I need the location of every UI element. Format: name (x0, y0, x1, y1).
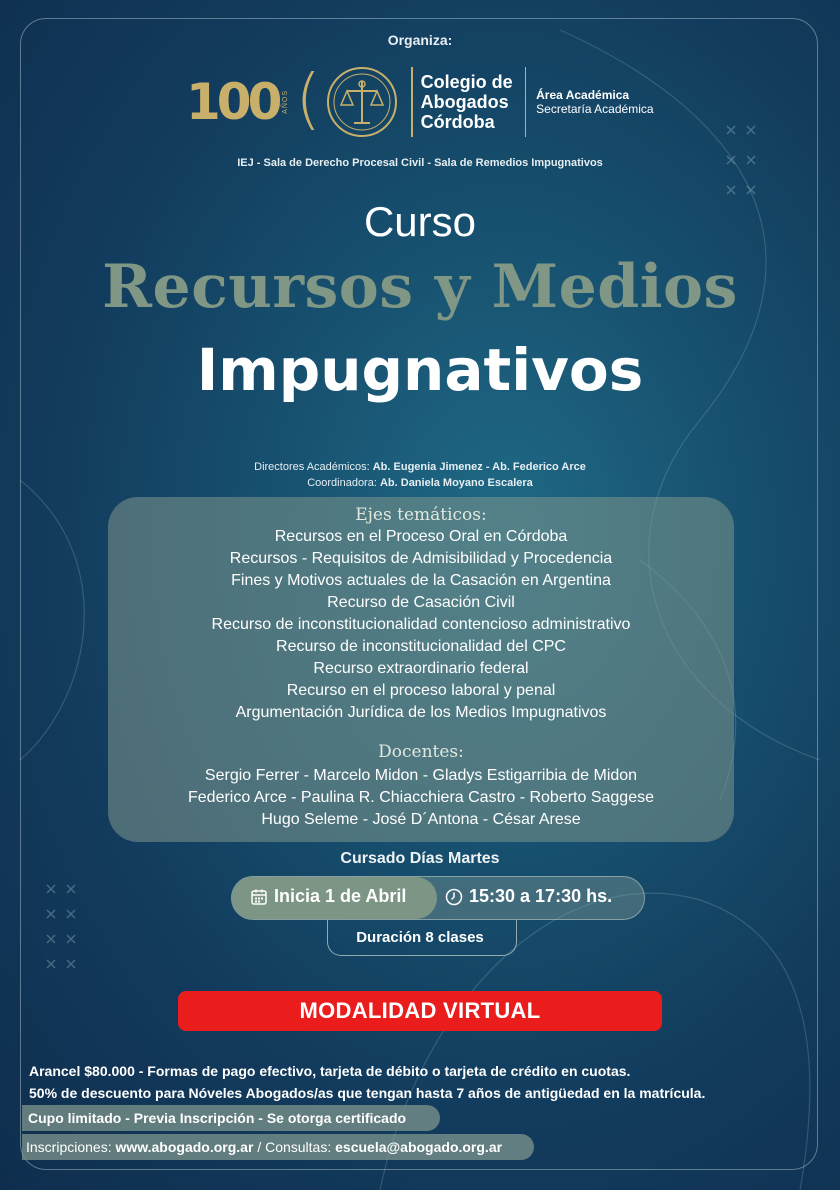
calendar-icon (250, 888, 268, 906)
staff-block (0, 459, 840, 491)
topic-item: Recurso de inconstitucionalidad del CPC (276, 638, 566, 655)
content-panel (108, 497, 734, 842)
topic-item: Recursos - Requisitos de Admisibilidad y Procedencia (229, 550, 613, 567)
college-name (421, 72, 513, 132)
organiza-label: Organiza: (387, 32, 453, 48)
coordinator-label: Coordinadora: (307, 477, 377, 489)
duration-text: Duración 8 clases (356, 929, 484, 946)
area-sub: Secretaría Académica (536, 102, 654, 116)
schedule-days: Cursado Días Martes (340, 850, 500, 867)
fee-text: Arancel $80.000 - Formas de pago efectivo, tarjeta de débito o tarjeta de crédito en cuotas. (29, 1063, 631, 1079)
topic-item: Recurso en el proceso laboral y penal (286, 682, 556, 699)
scales-seal-icon (325, 65, 399, 139)
start-date-text: Inicia 1 de Abril (274, 886, 407, 906)
teachers-line: Sergio Ferrer - Marcelo Midon - Gladys Estigarribia de Midon (204, 767, 638, 784)
directors-label: Directores Académicos: (254, 461, 370, 473)
bracket-ornament: ( (295, 60, 322, 137)
anniversary-number: 100 (186, 73, 279, 131)
class-time (445, 886, 612, 907)
contact-label: / Consultas: (257, 1139, 332, 1155)
topic-item: Argumentación Jurídica de los Medios Impugnativos (235, 704, 607, 721)
teachers-line: Federico Arce - Paulina R. Chiacchiera Castro - Roberto Saggese (188, 789, 654, 806)
directors-names: Ab. Eugenia Jimenez - Ab. Federico Arce (372, 461, 586, 473)
topic-item: Fines y Motivos actuales de la Casación en Argentina (231, 572, 611, 589)
course-title-line-2: Impugnativos (196, 336, 644, 404)
area-title: Área Académica (536, 88, 630, 102)
college-line-3: Córdoba (420, 112, 495, 132)
coordinator-name: Ab. Daniela Moyano Escalera (379, 477, 533, 489)
logo-divider-2 (525, 67, 527, 137)
topic-item: Recurso de inconstitucionalidad contencioso administrativo (211, 616, 631, 633)
academic-area (536, 88, 653, 116)
registration-bar (22, 1134, 534, 1160)
topic-item: Recursos en el Proceso Oral en Córdoba (274, 528, 568, 545)
start-date (250, 886, 406, 907)
fee-block (29, 1060, 705, 1104)
topic-item: Recurso extraordinario federal (313, 660, 529, 677)
college-line-2: Abogados (420, 92, 509, 112)
teachers-title: Docentes: (378, 742, 464, 762)
registration-site-link[interactable]: www.abogado.org.ar (115, 1139, 254, 1155)
class-time-text: 15:30 a 17:30 hs. (469, 886, 613, 906)
course-title-line-1: Recursos y Medios (102, 252, 738, 322)
anniversary-sub: AÑOS (282, 90, 290, 114)
topics-title: Ejes temáticos: (355, 505, 487, 525)
teachers-list (108, 765, 734, 831)
logo-row (186, 62, 654, 142)
clock-icon (445, 888, 463, 906)
modality-banner: MODALIDAD VIRTUAL (178, 991, 662, 1031)
topics-list (108, 526, 734, 724)
quota-bar: Cupo limitado - Previa Inscripción - Se otorga certificado (22, 1105, 440, 1131)
organizers-line: IEJ - Sala de Derecho Procesal Civil - Sala de Remedios Impugnativos (237, 157, 603, 169)
teachers-line: Hugo Seleme - José D´Antona - César Arese (261, 811, 581, 828)
course-kicker: Curso (363, 198, 477, 245)
contact-email-link[interactable]: escuela@abogado.org.ar (335, 1139, 503, 1155)
college-line-1: Colegio de (420, 72, 513, 92)
logo-divider (411, 67, 413, 137)
discount-text: 50% de descuento para Nóveles Abogados/as que tengan hasta 7 años de antigüedad en la matrícula. (29, 1085, 706, 1101)
topic-item: Recurso de Casación Civil (327, 594, 515, 611)
registration-label: Inscripciones: (26, 1139, 112, 1155)
